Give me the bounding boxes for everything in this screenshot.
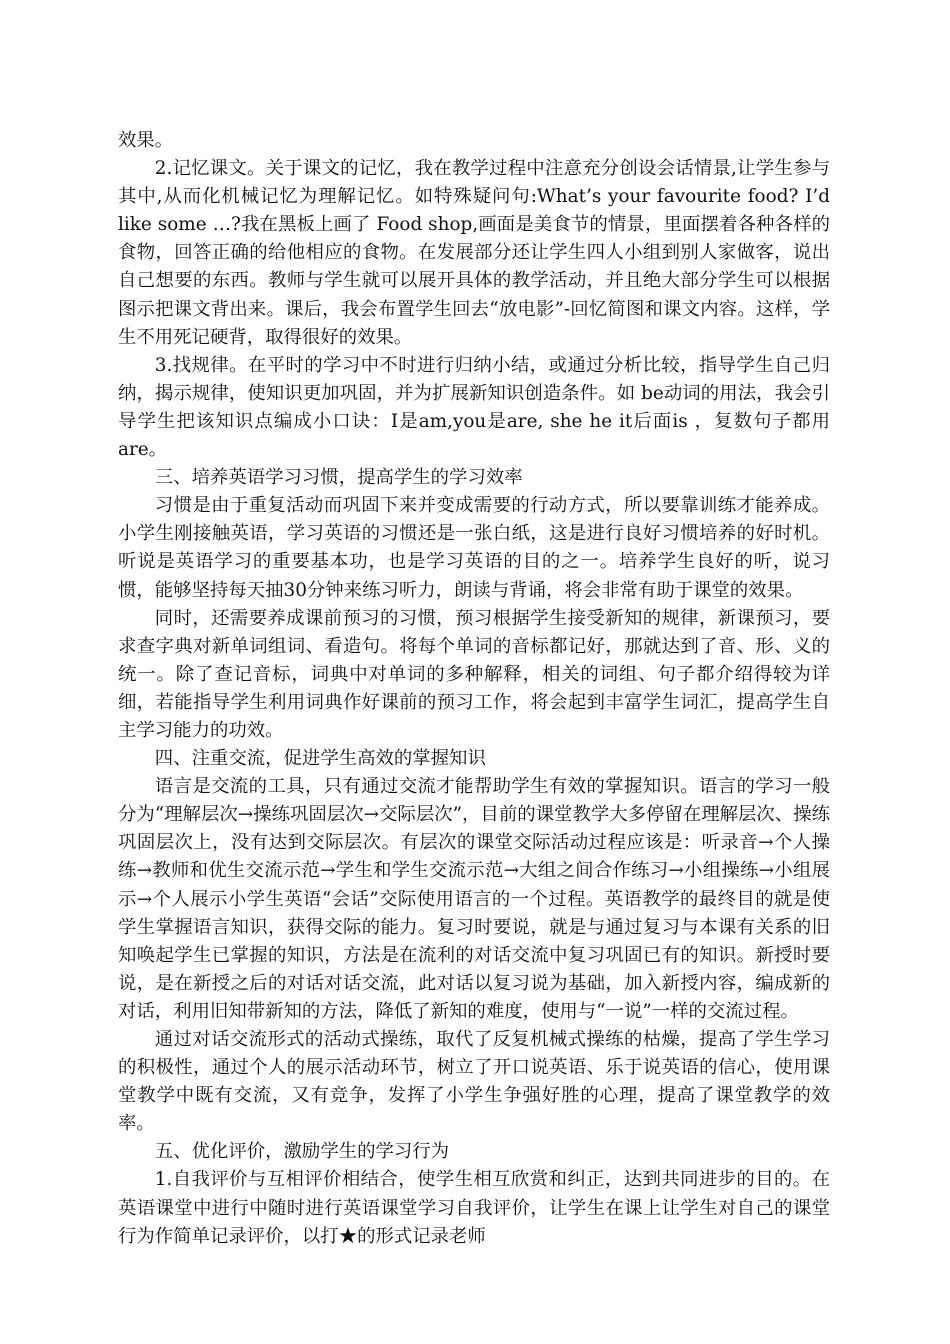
section-heading-5: 五、优化评价，激励学生的学习行为 — [154, 1141, 450, 1163]
document-page — [118, 127, 830, 1251]
paragraph-self-evaluation: 1.自我评价与互相评价相结合，使学生相互欣赏和纠正，达到共同进步的目的。在英语课堂中进行中随时进行英语课堂学习自我评价，让学生在课上让学生对自己的课堂行为作简单记录评价，以打★的形式记录老师 — [118, 1169, 830, 1247]
paragraph-communication: 语言是交流的工具，只有通过交流才能帮助学生有效的掌握知识。语言的学习一般分为“理解层次→操练巩固层次→交际层次”，目前的课堂教学大多停留在理解层次、操练巩固层次上，没有达到交际层次。有层次的课堂交际活动过程应该是：听录音→个人操练→教师和优生交流示范→学生和学生交流示范→大组之间合作练习→小组操练→小组展示→个人展示小学生英语“会话”交际使用语言的一个过程。英语教学的最终目的就是使学生掌握语言知识，获得交际的能力。复习时要说，就是与通过复习与本课有关系的旧知唤起学生已掌握的知识，方法是在流利的对话交流中复习巩固已有的知识。新授时要说，是在新授之后的对话对话交流，此对话以复习说为基础，加入新授内容，编成新的对话，利用旧知带新知的方法，降低了新知的难度，使用与“一说”一样的交流过程。 — [118, 776, 830, 1022]
paragraph-preview: 同时，还需要养成课前预习的习惯，预习根据学生接受新知的规律，新课预习，要求查字典对新单词组词、看造句。将每个单词的音标都记好，那就达到了音、形、义的统一。除了查记音标，词典中对单词的多种解释，相关的词组、句子都介绍得较为详细，若能指导学生利用词典作好课前的预习工作，将会起到丰富学生词汇，提高学生自主学习能力的功效。 — [118, 607, 830, 741]
section-heading-3: 三、培养英语学习习惯，提高学生的学习效率 — [154, 467, 523, 489]
section-heading-4: 四、注重交流，促进学生高效的掌握知识 — [154, 748, 486, 770]
paragraph-find-rules: 3.找规律。在平时的学习中不时进行归纳小结，或通过分析比较，指导学生自己归纳，揭示规律，使知识更加巩固，并为扩展新知识创造条件。如 be动词的用法，我会引导学生把该知识点编成小口诀：I是am,you是are, she he it后面is ，复数句子都用are。 — [118, 354, 830, 461]
paragraph-memorize-text: 2.记忆课文。关于课文的记忆，我在教学过程中注意充分创设会话情景,让学生参与其中,从而化机械记忆为理解记忆。如特殊疑问句:What’s your favourite food? I’d like some …?我在黑板上画了 Food shop,画面是美食节的情景，里面摆着各种各样的食物，回答正确的给他相应的食物。在发展部分还让学生四人小组到别人家做客，说出自己想要的东西。教师与学生就可以展开具体的教学活动，并且绝大部分学生可以根据图示把课文背出来。课后，我会布置学生回去“放电影”-回忆简图和课文内容。这样，学生不用死记硬背，取得很好的效果。 — [118, 158, 830, 348]
paragraph-continuation: 效果。 — [118, 130, 174, 151]
paragraph-habits: 习惯是由于重复活动而巩固下来并变成需要的行动方式，所以要靠训练才能养成。小学生刚接触英语，学习英语的习惯还是一张白纸，这是进行良好习惯培养的好时机。听说是英语学习的重要基本功，也是学习英语的目的之一。培养学生良好的听，说习惯，能够坚持每天抽30分钟来练习听力，朗读与背诵，将会非常有助于课堂的效果。 — [118, 495, 830, 601]
paragraph-dialogue-practice: 通过对话交流形式的活动式操练，取代了反复机械式操练的枯燥，提高了学生学习的积极性，通过个人的展示活动环节，树立了开口说英语、乐于说英语的信心，使用课堂教学中既有交流，又有竞争，发挥了小学生争强好胜的心理，提高了课堂教学的效率。 — [118, 1029, 830, 1135]
